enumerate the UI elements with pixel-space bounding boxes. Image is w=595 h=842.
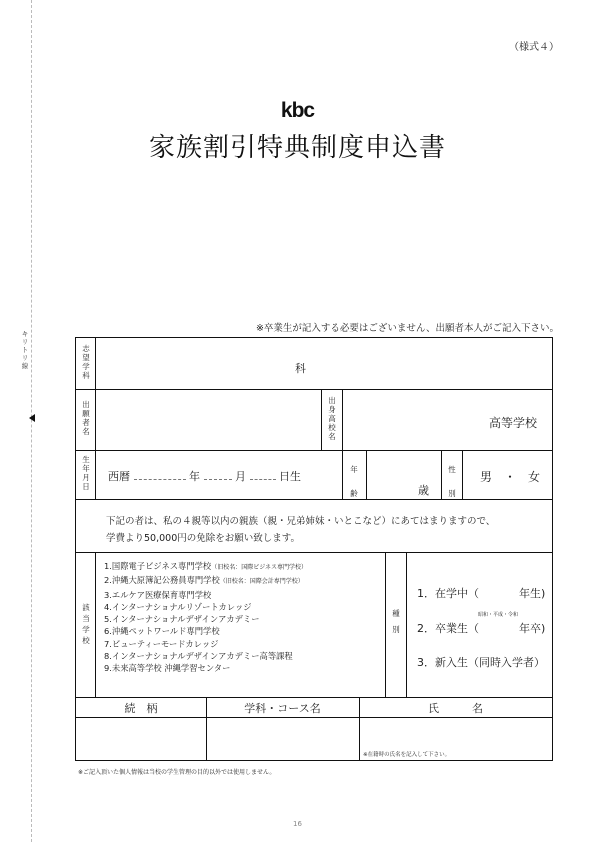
era-label: 西暦	[108, 470, 130, 483]
col-divider	[342, 389, 343, 450]
year-label: 年	[189, 470, 200, 483]
high-school-label: 出身高校名	[328, 396, 336, 441]
school-list	[104, 560, 307, 675]
statement-line-2: 学費より50,000円の免除をお願い致します。	[106, 533, 300, 544]
form-number: （様式４）	[509, 42, 559, 53]
list-item: 5.インターナショナルデザインアカデミー	[104, 614, 260, 625]
cut-arrow-icon	[29, 414, 35, 422]
sex-label: 性別	[448, 465, 456, 498]
row-divider	[76, 499, 552, 500]
instruction-note: ※卒業生が記入する必要はございません、出願者本人がご記入下さい。	[255, 323, 559, 334]
birthdate-field	[108, 468, 301, 484]
list-item: 4.インターナショナルリゾートカレッジ	[104, 601, 252, 612]
list-item: 6.沖縄ペットワールド専門学校	[104, 626, 220, 637]
type-label: 種別	[392, 609, 400, 634]
row-divider	[76, 717, 552, 718]
schools-label: 該当学校	[82, 603, 90, 645]
row-divider	[76, 552, 552, 553]
list-item: 9.未来高等学校 沖縄学習センター	[104, 663, 231, 674]
col-divider	[366, 450, 367, 499]
privacy-note: ※ご記入頂いた個人情報は当校の学生管理の目的以外では使用しません。	[78, 769, 276, 776]
month-blank	[204, 470, 232, 480]
high-school-suffix: 高等学校	[489, 416, 538, 430]
label-divider	[95, 338, 96, 499]
row-divider	[76, 450, 552, 451]
list-item: 7.ビューティーモードカレッジ	[104, 638, 219, 649]
name-header: 氏 名	[428, 702, 483, 715]
statement-line-1: 下記の者は、私の４親等以内の親族（親・兄弟姉妹・いとこなど）にあてはまりますので、	[106, 516, 496, 527]
kbc-logo: kbc	[280, 99, 315, 122]
list-item: 8.インターナショナルデザインアカデミー高等課程	[104, 651, 293, 662]
era-note: 昭和・平成・令和	[478, 612, 519, 618]
col-divider	[441, 450, 442, 499]
program-label: 志望学科	[82, 344, 90, 380]
type-enrolled: 1．在学中（ 年生)	[417, 587, 546, 600]
type-graduate: 2．卒業生（ 年卒)	[417, 622, 546, 635]
list-item: 2.沖縄大原簿記公務員専門学校（旧校名：国際会計専門学校）	[104, 575, 304, 586]
course-header: 学科・コース名	[244, 702, 321, 715]
relation-header: 続 柄	[124, 702, 158, 715]
col-divider	[342, 450, 343, 499]
cut-line-label: キリトリ線	[21, 330, 29, 370]
col-divider	[385, 552, 386, 697]
col-divider	[462, 450, 463, 499]
col-divider	[406, 552, 407, 697]
page-title: 家族割引特典制度申込書	[148, 133, 446, 163]
type-new-student: 3．新入生（同時入学者）	[417, 656, 545, 669]
program-suffix: 科	[295, 362, 306, 375]
age-label: 年齢	[350, 465, 358, 498]
day-blank	[250, 470, 276, 480]
month-label: 月	[235, 470, 246, 483]
birthdate-label: 生年月日	[82, 455, 90, 491]
col-divider	[321, 389, 322, 450]
age-suffix: 歳	[418, 484, 429, 497]
day-label: 日生	[279, 470, 301, 483]
year-blank	[134, 470, 186, 480]
sex-options: 男 ・ 女	[480, 470, 541, 484]
applicant-label: 出願者名	[82, 400, 90, 436]
row-divider	[76, 389, 552, 390]
name-note: ※在籍時の氏名を記入して下さい。	[363, 752, 451, 758]
label-divider	[95, 552, 96, 697]
list-item: 1.国際電子ビジネス専門学校（旧校名：国際ビジネス専門学校）	[104, 561, 308, 571]
list-item: 3.エルケア医療保育専門学校	[104, 589, 212, 600]
row-divider	[76, 697, 552, 698]
page-number: 16	[293, 820, 302, 828]
application-form	[75, 337, 553, 761]
